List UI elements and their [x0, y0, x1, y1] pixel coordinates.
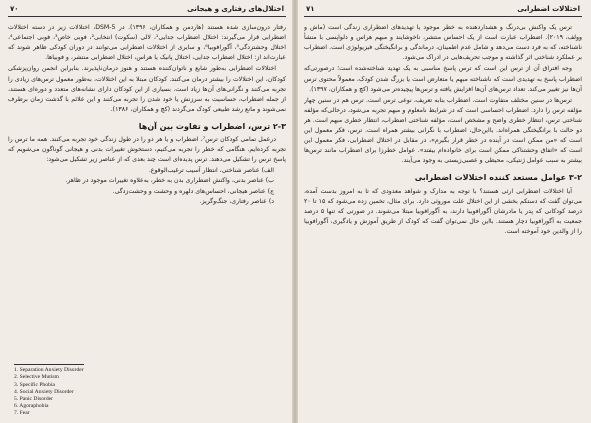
list-item: ج) عناصر هیجانی، احساس‌های دلهره و وحشت و وحشت‌زدگی. — [112, 187, 274, 195]
page-header — [8, 0, 286, 17]
footnote: 4. Social Anxiety Disorder — [14, 388, 74, 395]
left-page — [8, 0, 286, 423]
footnote: 3. Specific Phobia — [14, 381, 55, 388]
running-title: اختلالات اضطرابی — [517, 5, 580, 13]
body-paragraph: ترس یک واکنش بی‌درنگ و هشداردهنده به خطر موجود یا تهدیدهای اضطراری زندگی است (ماش و وولف، ۲۰۱۹). اضطراب عبارت است از یک احساس منتشر، ناخوشایند و مبهم هراس و دلواپسی با منشأ ناشناخته، که به فرد دست می‌دهد و شامل عدم اطمینان، درماندگی و برانگیختگی فیزیولوژی است. اضطراب بر عملکرد شناختی اثر گذاشته و موجب تحریف‌هایی در ادراک می‌شود. — [304, 24, 582, 62]
section-heading: ۲-۳ ترس، اضطراب و تفاوت بین آن‌ها — [138, 121, 286, 131]
running-title: اختلال‌های رفتاری و هیجانی — [187, 5, 284, 13]
footnote-rule — [14, 364, 84, 365]
page-number: ۷۰ — [10, 5, 19, 13]
page-number: ۷۱ — [306, 5, 315, 13]
list-item: ب) عناصر بدنی، واکنش اضطراری بدن به خطر، به‌علاوه تغییرات موجود در ظاهر. — [65, 177, 274, 185]
body-paragraph: درعمل تمامی کودکان ترس⁷، اضطراب و یا هر دو را در طول زندگی خود تجربه می‌کنند. همه ما ترس را تجربه کرده‌ایم. هنگامی که خطر را تجربه می‌کنیم، دستخوش تغییرات بدنی و هیجانی گوناگون می‌شویم که پاسخ ترس را تشکیل می‌دهند. ترس پدیده‌ای است چند بعدی که از عناصر زیر تشکیل می‌شود: — [8, 136, 286, 164]
footnote: 6. Agoraphobia — [14, 402, 49, 409]
body-paragraph: ترس‌ها در سنین مختلف متفاوت است. اضطراب بنابه تعریف، نوعی ترس است. ترس هم در سنین چهار مؤلفه ترس را دارد. اضطراب احساسی است که در شرایط نامعلوم و مبهم تجربه می‌شود، درحالی‌که مؤلفه شناختی ترس، انتظار خطری واضح و مشخص است، مؤلفه شناختی اضطراب، انتظار خطری مبهم است. هر دو حالت با برانگیختگی همراه‌اند. بااین‌حال، اضطراب با نگرانی بیشتر همراه است. ترس، فکر معمول این است که «من ممکن است در آینده در خطر قرار بگیرم»، در مقابل در اختلال اضطرابی، فکر معمول این است که «اتفاق وحشتناکی ممکن است برای خانواده‌ام بیفتد». عوامل خطرزا برای اضطراب مانند ترس‌ها بیشتر به سبب عوامل ژنتیکی، محیطی و عصبی‌زیستی به وجود می‌آیند. — [304, 96, 582, 165]
body-paragraph: رفتار درون‌سازی شده هستند (هاردمن و همکاران، ۱۳۹۶). در DSM-5، اختلالات زیر در دسته اختلالات اضطرابی قرار می‌گیرند: اختلال اضطراب جدایی¹، لالی (سکوت) انتخابی²، فوبی خاص³، فوبی اجتماعی⁴، اختلال وحشتزدگی⁵، آگورافوبیا⁶، و سایری از اختلالات اضطرابی می‌توانند در دوران کودکی ظاهر شوند که عبارت‌اند از: اختلال اضطراب جدایی، اختلال پانیک یا هراس، اختلال اضطرابی منتشر، و فوبیاها. — [8, 24, 286, 62]
footnote: 1. Separation Anxiety Disorder — [14, 367, 84, 374]
body-paragraph: وجه افتراق آن از ترس این است که ترس پاسخ مناسبی به یک تهدید شناخته‌شده است؛ درصورتی‌که اضطراب پاسخ به تهدیدی است که ناشناخته مبهم یا متعارض است یا بزرگ شدن کودک، معمولاً محتوی ترس آن‌ها نیز تغییر می‌کند. تعداد ترس‌های آن‌ها افزایش یافته و ترس‌ها پیچیده‌تر می‌شود (کچ و همکاران، ۱۳۹۷). — [304, 65, 582, 93]
list-item: د) عناصر رفتاری، جنگ‌وگریز. — [199, 197, 274, 205]
book-gutter — [292, 0, 298, 423]
footnotes — [14, 364, 144, 417]
body-paragraph: آیا اختلالات اضطرابی ارثی هستند؟ با توجه به مدارک و شواهد معدودی که تا به امروز بدست آمده، می‌توان گفت که دستکم بخشی از این اختلال علت موروثی دارد. برای مثال، تخمین زده می‌شود که ۱۵ تا ۲۰ درصد کودکانی که پدر یا مادرشان آگورافوبیا دارند، به آگورافوبیا مبتلا می‌شوند. در صورتی که تنها ۵ درصد جمعیت به آگورافوبیا دچار هستند. بااین حال نمی‌توان گفت که کودک از طریق آموزش و یادگیری، آگورافوبیا را از والدین خود آموخته است. — [304, 187, 582, 235]
footnote: 5. Panic Disorder — [14, 395, 53, 402]
page-header — [304, 0, 582, 17]
footnote: 2. Selective Mutism — [14, 374, 59, 381]
section-heading: ۳-۲ عوامل مستعد کننده اختلالات اضطرابی — [414, 173, 582, 183]
component-list — [8, 166, 286, 206]
body-paragraph: اختلالات اضطرابی به‌طور شایع و ناتوان‌کننده هستند و هنوز درمان‌ناپذیرند. بنابراین انجمن روان‌پزشکی کودکان، این اختلالات را بیشتر درمان می‌کنند. کودکان مبتلا به این اختلالات، به‌طور معمول ترس‌های زیادی را تجربه می‌کنند و نگرانی‌های آن‌ها زیاد است. بسیاری از این کودکان دارای نشانه‌های متعدد و دوره‌ای هستند، از جمله اضطراب، حساسیت به سرزنش یا خود شدن را تجربه می‌کنند و این علائم با گذشت زمان برطرف نمی‌شوند و مانع رشد طبیعی کودک می‌گردند (کچ و همکاران، ۱۳۸۶). — [8, 65, 286, 113]
footnote: 7. Fear — [14, 409, 30, 416]
list-item: الف) عناصر شناختی، انتظار آسیب ترغیب‌الوقوع. — [148, 167, 274, 175]
right-page — [304, 0, 582, 423]
